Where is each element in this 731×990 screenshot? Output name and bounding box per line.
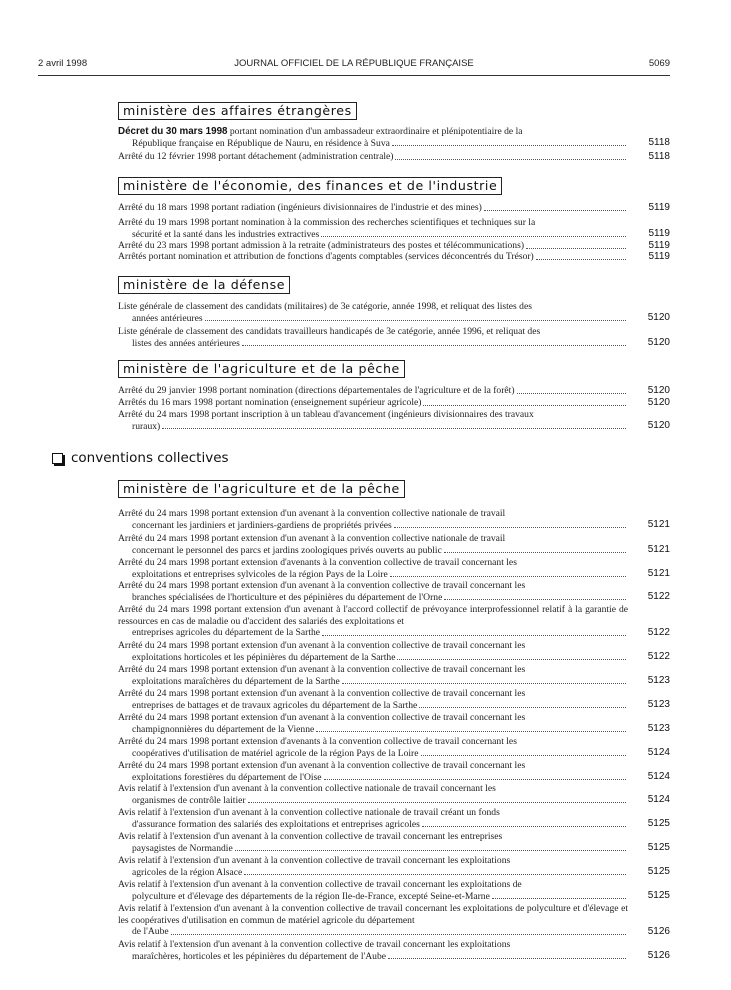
entry-text [118, 301, 628, 313]
list-item [118, 326, 628, 349]
list-item [118, 508, 628, 531]
entry-body: Arrêté du 24 mars 1998 portant extension d'un avenant à l'accord collectif de prévoyance interprofessionnel relatif à la garantie de ressources en cas de maladie ou d'accident des salariés des exploitations et [118, 604, 628, 627]
entry-last-text: concernant le personnel des parcs et jardins zoologiques privés ouverts au public [132, 544, 442, 556]
entry-last-line [118, 652, 628, 664]
entry-last-text: sécurité et la santé dans les industries extractives [132, 228, 320, 240]
entry-last-line [118, 951, 628, 963]
list-item [118, 409, 628, 432]
entry-last-line [118, 421, 628, 433]
entry-last-text: Arrêté du 12 février 1998 portant détachement (administration centrale) [118, 151, 394, 162]
entry-body: Arrêté du 24 mars 1998 portant extension d'un avenant à la convention collective nationale de travail [118, 508, 506, 519]
dot-leader [322, 635, 626, 636]
entry-body: portant nomination d'un ambassadeur extraordinaire et plénipotentiaire de la [227, 126, 523, 137]
page-reference[interactable]: 5124 [647, 771, 670, 782]
entry-text [118, 580, 628, 592]
entry-last-line [118, 545, 628, 557]
page-reference[interactable]: 5121 [647, 544, 670, 555]
entry-text [118, 855, 628, 867]
entry-last-text: Arrêté du 18 mars 1998 portant radiation (ingénieurs divisionnaires de l'industrie et des mines) [118, 202, 482, 213]
list-item [118, 240, 628, 252]
list-item [118, 202, 628, 214]
dot-leader [235, 850, 626, 851]
entry-last-text: entreprises agricoles du département de la Sarthe [132, 627, 321, 638]
page-reference[interactable]: 5121 [647, 519, 670, 530]
list-item [118, 688, 628, 711]
dot-leader [390, 576, 626, 577]
entry-last-text: concernant les jardiniers et jardiniers-gardiens de propriétés privées [132, 519, 392, 531]
entry-body: Avis relatif à l'extension d'un avenant à la convention collective nationale de travail concernant les [118, 783, 496, 794]
entry-body: Arrêté du 24 mars 1998 portant extension d'un avenant à la convention collective de travail concernant les [118, 640, 526, 651]
page-reference[interactable]: 5119 [648, 202, 670, 213]
dot-leader [444, 552, 626, 553]
page-reference[interactable]: 5122 [647, 627, 670, 638]
entry-text [118, 508, 628, 520]
entry-text [118, 533, 628, 545]
section-title: conventions collectives [71, 450, 229, 466]
ministry-heading: ministère de l'économie, des finances et de l'industrie [118, 177, 502, 195]
list-item [118, 879, 628, 902]
entry-last-line [118, 240, 628, 252]
page-reference[interactable]: 5124 [647, 794, 670, 805]
page-reference[interactable]: 5124 [647, 747, 670, 758]
dot-leader [392, 145, 626, 146]
dot-leader [395, 159, 626, 160]
page-reference[interactable]: 5123 [647, 723, 670, 734]
list-item [118, 604, 628, 639]
entry-text [118, 712, 628, 724]
list-item [118, 736, 628, 759]
entry-last-line [118, 151, 628, 163]
page-reference[interactable]: 5120 [647, 385, 670, 396]
list-item [118, 939, 628, 962]
page-reference[interactable]: 5125 [647, 866, 670, 877]
entry-last-line [118, 385, 628, 397]
entry-text [118, 903, 628, 926]
list-item [118, 397, 628, 409]
entry-text [118, 688, 628, 700]
page-reference[interactable]: 5120 [647, 337, 670, 348]
entry-body: Arrêté du 24 mars 1998 portant extension d'un avenant à la convention collective de travail concernant les [118, 688, 526, 699]
page-reference[interactable]: 5123 [647, 699, 670, 710]
entry-body: Avis relatif à l'extension d'un avenant à la convention collective nationale de travail créant un fonds [118, 807, 500, 818]
checkbox-square-icon [52, 453, 63, 464]
entry-body: Avis relatif à l'extension d'un avenant à la convention collective de travail concernant les exploitations de [118, 879, 522, 890]
dot-leader [492, 898, 626, 899]
page-reference[interactable]: 5125 [647, 890, 670, 901]
entry-last-text: années antérieures [132, 312, 203, 324]
entry-last-line [118, 397, 628, 409]
dot-leader [423, 405, 626, 406]
entry-last-line [118, 627, 628, 639]
page-reference[interactable]: 5126 [647, 926, 670, 937]
page-reference[interactable]: 5120 [647, 312, 670, 323]
entry-last-line [118, 795, 628, 807]
entry-body: Avis relatif à l'extension d'un avenant à la convention collective de travail concernant les exploitations de polyculture et d'élevage et les coopératives d'utilisation en commun de matériel agricole du département [118, 903, 628, 926]
entry-last-text: Arrêté du 29 janvier 1998 portant nomination (directions départementales de l'agriculture et de la forêt) [118, 385, 515, 396]
entry-last-text: champignonnières du département de la Vienne [132, 723, 315, 735]
dot-leader [162, 428, 626, 429]
entry-last-text: entreprises de battages et de travaux agricoles du département de la Sarthe [132, 699, 418, 711]
list-item [118, 533, 628, 556]
ministry-heading: ministère de l'agriculture et de la pêche [118, 480, 405, 498]
entry-last-text: Arrêtés portant nomination et attribution de fonctions d'agents comptables (services déconcentrés du Trésor) [118, 251, 534, 262]
section-heading [52, 450, 229, 466]
entry-body: Avis relatif à l'extension d'un avenant à la convention collective de travail concernant les exploitations [118, 939, 511, 950]
list-item [118, 251, 628, 263]
entry-text [118, 879, 628, 891]
entry-last-line [118, 592, 628, 604]
entry-last-text: exploitations horticoles et les pépinières du département de la Sarthe [132, 651, 396, 663]
entry-last-text: d'assurance formation des salariés des exploitations et entreprises agricoles [132, 818, 420, 830]
entry-last-text: coopératives d'utilisation de matériel agricole de la région Pays de la Loire [132, 747, 419, 759]
dot-leader [484, 210, 626, 211]
dot-leader [422, 826, 626, 827]
page-reference[interactable]: 5120 [647, 397, 670, 408]
entry-last-line [118, 338, 628, 350]
dot-leader [419, 707, 626, 708]
entry-last-text: maraîchères, horticoles et les pépinières du département de l'Aube [132, 950, 386, 962]
page-reference[interactable]: 5123 [647, 675, 670, 686]
page-reference[interactable]: 5122 [647, 591, 670, 602]
entry-last-text: Arrêté du 23 mars 1998 portant admission à la retraite (administrateurs des postes et télécommunications) [118, 240, 525, 251]
entry-text [118, 807, 628, 819]
list-item [118, 712, 628, 735]
page-reference[interactable]: 5119 [648, 251, 670, 262]
entry-last-line [118, 229, 628, 241]
entry-body: Arrêté du 19 mars 1998 portant nomination à la commission des recherches scientifiques et techniques sur la [118, 217, 536, 228]
entry-text [118, 760, 628, 772]
header-date: 2 avril 1998 [38, 58, 88, 69]
entry-last-text: exploitations et entreprises sylvicoles de la région Pays de la Loire [132, 568, 388, 580]
list-item [118, 807, 628, 830]
list-item [118, 760, 628, 783]
entry-body: Arrêté du 24 mars 1998 portant inscription à un tableau d'avancement (ingénieurs divisionnaires des travaux [118, 409, 534, 420]
entry-text [118, 557, 628, 569]
entry-last-line [118, 700, 628, 712]
page-reference[interactable]: 5126 [647, 950, 670, 961]
dot-leader [242, 345, 626, 346]
entry-body: Arrêté du 24 mars 1998 portant extension d'avenants à la convention collective de travail concernant les [118, 557, 517, 568]
entry-last-text: listes des années antérieures [132, 337, 240, 349]
dot-leader [316, 731, 626, 732]
dot-leader [388, 958, 626, 959]
entry-lead: Décret du 30 mars 1998 [118, 126, 228, 137]
entry-last-line [118, 867, 628, 879]
entry-last-line [118, 819, 628, 831]
entry-last-text: Arrêtés du 16 mars 1998 portant nomination (enseignement supérieur agricole) [118, 397, 422, 408]
page-reference[interactable]: 5125 [647, 842, 670, 853]
list-item [118, 640, 628, 663]
entry-last-line [118, 926, 628, 938]
entry-text [118, 126, 628, 138]
list-item [118, 783, 628, 806]
dot-leader [421, 755, 626, 756]
list-item [118, 855, 628, 878]
dot-leader [394, 527, 626, 528]
list-item [118, 831, 628, 854]
dot-leader [342, 683, 626, 684]
entry-last-text: paysagistes de Normandie [132, 842, 233, 854]
entry-last-text: exploitations maraîchères du département de la Sarthe [132, 675, 340, 687]
entry-last-line [118, 772, 628, 784]
entry-text [118, 217, 628, 229]
entry-body: Arrêté du 24 mars 1998 portant extension d'un avenant à la convention collective de travail concernant les [118, 760, 526, 771]
entry-body: Liste générale de classement des candidats travailleurs handicapés de 3e catégorie, année 1996, et reliquat des [118, 326, 541, 337]
dot-leader [444, 599, 626, 600]
entry-last-text: polyculture et d'élevage des départements de la région Ile-de-France, excepté Seine-et-Marne [132, 890, 490, 902]
list-item [118, 664, 628, 687]
entry-text [118, 664, 628, 676]
entry-last-text: République française en République de Nauru, en résidence à Suva [132, 137, 390, 149]
list-item [118, 301, 628, 324]
entry-last-line [118, 676, 628, 688]
entry-last-line [118, 724, 628, 736]
dot-leader [536, 259, 626, 260]
ministry-heading: ministère de l'agriculture et de la pêche [118, 360, 405, 378]
list-item [118, 217, 628, 240]
dot-leader [517, 393, 626, 394]
entry-last-line [118, 748, 628, 760]
list-item [118, 557, 628, 580]
dot-leader [526, 248, 626, 249]
entry-last-line [118, 843, 628, 855]
ministry-heading: ministère des affaires étrangères [118, 102, 357, 120]
entry-text [118, 783, 628, 795]
list-item [118, 903, 628, 938]
entry-last-line [118, 202, 628, 214]
dot-leader [321, 236, 626, 237]
entry-last-text: exploitations forestières du département de l'Oise [132, 771, 322, 783]
header-title: JOURNAL OFFICIEL DE LA RÉPUBLIQUE FRANÇAISE [234, 58, 474, 69]
header-rule [38, 75, 670, 76]
list-item [118, 151, 628, 163]
entry-last-line [118, 138, 628, 150]
entry-last-line [118, 520, 628, 532]
entry-body: Arrêté du 24 mars 1998 portant extension d'un avenant à la convention collective de travail concernant les [118, 580, 526, 591]
entry-body: Arrêté du 24 mars 1998 portant extension d'un avenant à la convention collective de travail concernant les [118, 712, 526, 723]
page-header [38, 58, 670, 74]
entry-text [118, 831, 628, 843]
entry-text [118, 326, 628, 338]
entry-text [118, 604, 628, 627]
entry-last-line [118, 891, 628, 903]
entry-text [118, 409, 628, 421]
list-item [118, 126, 628, 149]
dot-leader [171, 934, 626, 935]
page-reference[interactable]: 5118 [648, 137, 670, 148]
entry-text [118, 939, 628, 951]
dot-leader [205, 320, 626, 321]
entry-last-text: organismes de contrôle laitier [132, 794, 246, 806]
entry-last-text: agricoles de la région Alsace [132, 866, 243, 878]
page-reference[interactable]: 5119 [648, 240, 670, 251]
list-item [118, 385, 628, 397]
entry-body: Avis relatif à l'extension d'un avenant à la convention collective de travail concernant les entreprises [118, 831, 503, 842]
entry-text [118, 640, 628, 652]
entry-body: Arrêté du 24 mars 1998 portant extension d'un avenant à la convention collective de travail concernant les [118, 664, 526, 675]
page-reference[interactable]: 5122 [647, 651, 670, 662]
entry-text [118, 736, 628, 748]
entry-body: Liste générale de classement des candidats (militaires) de 3e catégorie, année 1998, et reliquat des listes des [118, 301, 532, 312]
page-reference[interactable]: 5120 [647, 420, 670, 431]
entry-last-line [118, 569, 628, 581]
dot-leader [248, 802, 626, 803]
entry-last-text: de l'Aube [132, 926, 169, 937]
page-reference[interactable]: 5121 [647, 568, 670, 579]
entry-body: Arrêté du 24 mars 1998 portant extension d'avenants à la convention collective de travail concernant les [118, 736, 517, 747]
entry-last-text: branches spécialisées de l'horticulture et des pépinières du département de l'Orne [132, 591, 443, 603]
list-item [118, 580, 628, 603]
dot-leader [397, 659, 626, 660]
header-page-number: 5069 [648, 58, 670, 69]
dot-leader [324, 779, 626, 780]
entry-last-line [118, 251, 628, 263]
page-reference[interactable]: 5119 [648, 228, 670, 239]
entry-body: Arrêté du 24 mars 1998 portant extension d'un avenant à la convention collective nationale de travail [118, 533, 506, 544]
dot-leader [244, 874, 626, 875]
entry-last-text: ruraux) [132, 420, 161, 432]
page-reference[interactable]: 5125 [647, 818, 670, 829]
ministry-heading: ministère de la défense [118, 276, 290, 294]
entry-last-line [118, 313, 628, 325]
entry-body: Avis relatif à l'extension d'un avenant à la convention collective de travail concernant les exploitations [118, 855, 511, 866]
page-reference[interactable]: 5118 [648, 151, 670, 162]
